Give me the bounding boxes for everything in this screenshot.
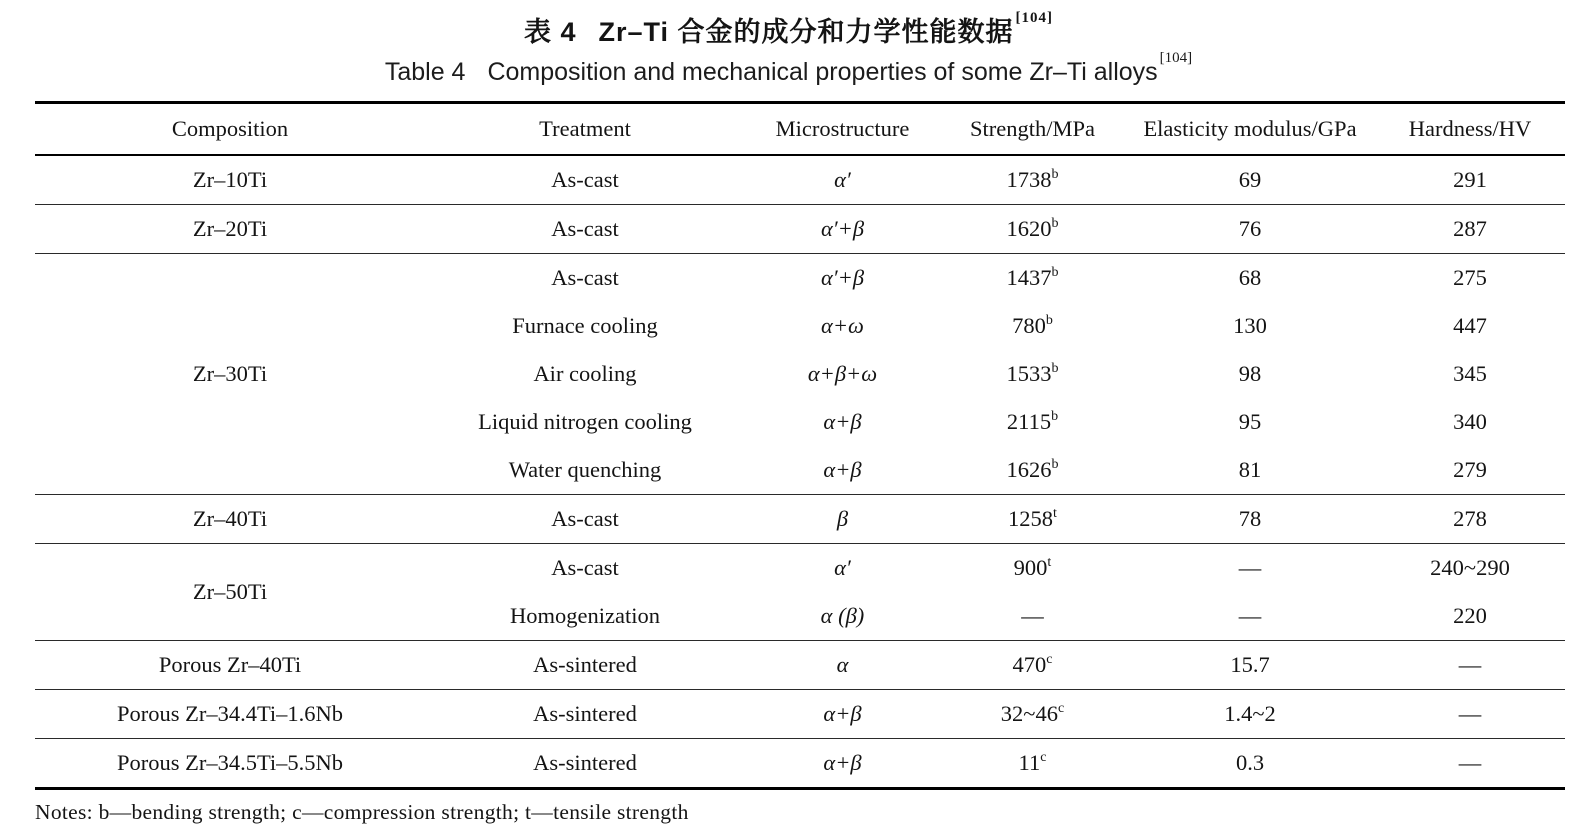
cell-microstructure: α+ω [821, 313, 864, 338]
caption-en-label: Table 4 [384, 58, 466, 86]
cell-composition: Porous Zr–34.4Ti–1.6Nb [116, 701, 344, 726]
cell-treatment: As-cast [551, 265, 619, 290]
cell-hardness: 240~290 [1430, 555, 1510, 580]
table-row [35, 495, 1565, 544]
table-row [35, 205, 1565, 254]
col-header-hardness: Hardness/HV [1408, 116, 1532, 141]
cell-modulus: 68 [1238, 265, 1262, 290]
cell-hardness: 279 [1453, 457, 1487, 482]
cell-modulus: 95 [1238, 409, 1262, 434]
cell-modulus: — [1238, 603, 1262, 628]
cell-strength: 900$^t$ [1013, 554, 1052, 580]
cell-modulus: 78 [1238, 506, 1262, 531]
cell-modulus: 130 [1233, 313, 1267, 338]
cell-strength: 470$^c$ [1012, 651, 1053, 677]
cell-composition: Porous Zr–34.5Ti–5.5Nb [116, 750, 344, 775]
cell-treatment: Furnace cooling [512, 313, 658, 338]
cell-microstructure: α′ [834, 167, 851, 192]
caption-chinese [12, 10, 1565, 49]
cell-hardness: 278 [1453, 506, 1487, 531]
cell-treatment: As-cast [551, 506, 619, 531]
cell-modulus: 0.3 [1235, 750, 1265, 775]
cell-composition: Porous Zr–40Ti [158, 652, 302, 677]
cell-strength: 1437$^b$ [1006, 264, 1059, 290]
cell-microstructure: β [836, 506, 849, 531]
cell-hardness: 220 [1453, 603, 1487, 628]
table-row [35, 254, 1565, 303]
cell-hardness: 287 [1453, 216, 1487, 241]
cell-treatment: Homogenization [510, 603, 660, 628]
cell-modulus: — [1238, 555, 1262, 580]
cell-hardness: 447 [1453, 313, 1487, 338]
cell-strength: 2115$^b$ [1006, 408, 1059, 434]
cell-microstructure: α′+β [820, 265, 865, 290]
table-row [35, 155, 1565, 205]
cell-modulus: 15.7 [1230, 652, 1270, 677]
col-header-composition: Composition [171, 116, 289, 141]
cell-strength: 780$^b$ [1012, 312, 1053, 338]
cell-composition: Zr–10Ti [192, 167, 268, 192]
cell-microstructure: α (β) [820, 603, 865, 628]
cell-hardness: — [1458, 750, 1482, 775]
cell-strength: 11$^c$ [1018, 749, 1047, 775]
caption-en-text: Composition and mechanical properties of some Zr–Ti alloys [487, 58, 1158, 86]
table-row [35, 641, 1565, 690]
caption-zh-label: 表 4 [523, 17, 577, 47]
cell-treatment: Air cooling [533, 361, 637, 386]
cell-treatment: As-cast [551, 216, 619, 241]
cell-modulus: 1.4~2 [1224, 701, 1276, 726]
caption-zh-text: Zr–Ti 合金的成分和力学性能数据 [598, 17, 1014, 47]
cell-strength: 1626$^b$ [1006, 456, 1059, 482]
col-header-microstructure: Microstructure [775, 116, 910, 141]
cell-hardness: 340 [1453, 409, 1487, 434]
col-header-strength: Strength/MPa [969, 116, 1095, 141]
cell-modulus: 98 [1238, 361, 1262, 386]
table-row [35, 690, 1565, 739]
col-header-elasticity-modulus: Elasticity modulus/GPa [1143, 116, 1357, 141]
cell-modulus: 76 [1238, 216, 1262, 241]
alloy-properties-table [35, 101, 1565, 790]
caption-english [12, 49, 1565, 87]
cell-strength: 1533$^b$ [1006, 360, 1059, 386]
cell-microstructure: α+β [823, 750, 862, 775]
cell-treatment: As-sintered [533, 750, 637, 775]
table-notes: Notes: b—bending strength; c—compression strength; t—tensile strength [35, 800, 689, 824]
cell-microstructure: α+β+ω [807, 361, 878, 386]
cell-composition: Zr–40Ti [192, 506, 268, 531]
cell-hardness: — [1458, 652, 1482, 677]
cell-treatment: Liquid nitrogen cooling [478, 409, 692, 434]
cell-strength: 1620$^b$ [1006, 215, 1059, 241]
cell-treatment: As-cast [551, 555, 619, 580]
cell-composition: Zr–20Ti [192, 216, 268, 241]
cell-modulus: 69 [1238, 167, 1262, 192]
cell-strength: — [1021, 603, 1044, 628]
cell-hardness: 275 [1453, 265, 1487, 290]
cell-composition: Zr–50Ti [192, 579, 268, 604]
cell-microstructure: α+β [823, 409, 862, 434]
cell-hardness: — [1458, 701, 1482, 726]
caption-en-ref: [104] [1159, 49, 1193, 66]
cell-strength: 32~46$^c$ [1000, 700, 1065, 726]
table-row [35, 739, 1565, 789]
cell-treatment: As-sintered [533, 701, 637, 726]
col-header-treatment: Treatment [539, 116, 631, 141]
cell-composition: Zr–30Ti [192, 361, 268, 386]
cell-hardness: 345 [1453, 361, 1487, 386]
cell-treatment: As-cast [551, 167, 619, 192]
cell-microstructure: α′ [834, 555, 851, 580]
table-row [35, 544, 1565, 593]
cell-microstructure: α′+β [820, 216, 865, 241]
cell-microstructure: α+β [823, 701, 862, 726]
cell-microstructure: α+β [823, 457, 862, 482]
cell-treatment: Water quenching [508, 457, 662, 482]
cell-strength: 1738$^b$ [1006, 166, 1059, 192]
cell-treatment: As-sintered [533, 652, 637, 677]
cell-modulus: 81 [1238, 457, 1262, 482]
cell-strength: 1258$^t$ [1008, 505, 1057, 531]
cell-microstructure: α [836, 652, 849, 677]
caption-zh-ref: [104] [1015, 10, 1054, 26]
cell-hardness: 291 [1453, 167, 1487, 192]
header-row [35, 103, 1565, 156]
